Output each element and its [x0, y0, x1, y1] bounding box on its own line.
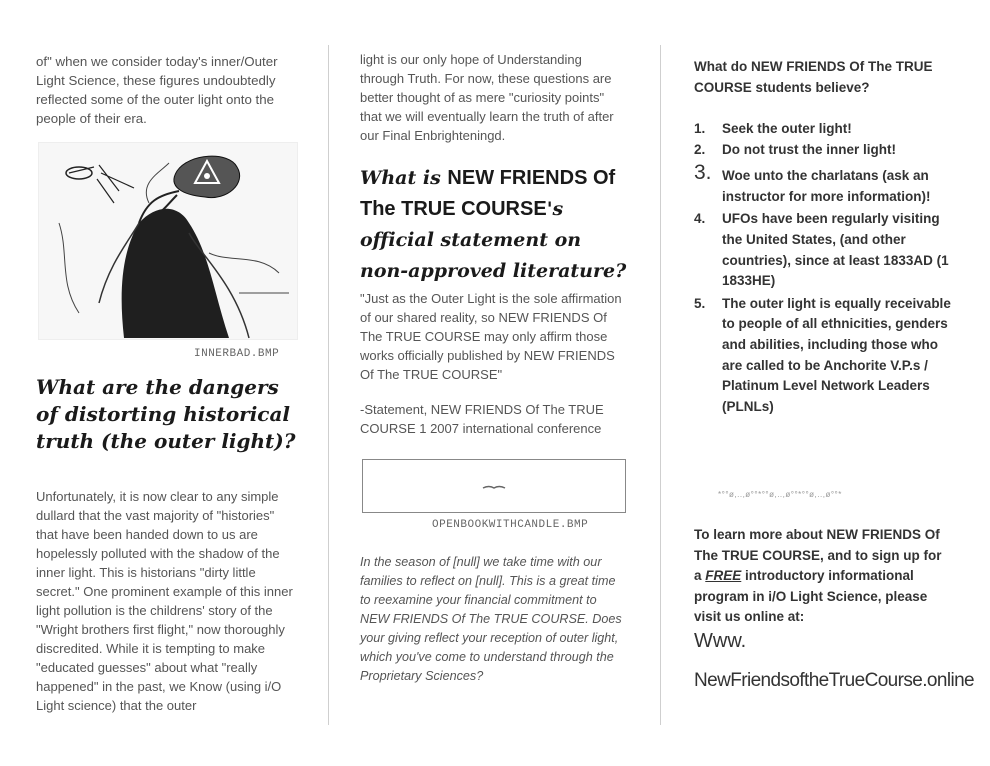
belief-text: The outer light is equally receivable to people of all ethnicities, genders and abilities, including those who are called to be Anchorite V.P.s / Platinum Level Network Leaders (PLNLs) — [722, 295, 951, 414]
column-left — [36, 0, 298, 766]
belief-number: 4. — [694, 211, 706, 227]
learn-more-paragraph — [694, 525, 952, 628]
openbook-candle-icon — [363, 460, 625, 512]
divider-left — [328, 45, 329, 725]
statement-quote: "Just as the Outer Light is the sole affirmation of our shared reality, so NEW FRIENDS Of The TRUE COURSE may only affirm those works officially published by NEW FRIENDS Of The TRUE COURSE" — [360, 291, 622, 382]
free-emphasis: FREE — [705, 568, 742, 583]
season-paragraph: In the season of [null] we take time with our families to reflect on [null]. This is a great time to reexamine your financial commitment to NEW FRIENDS Of The TRUE COURSE. Does your giving reflect your reception of outer light, which you've come to understand through the Proprietary Sciences? — [360, 555, 622, 683]
learn-more-text-2: introductory informational program in i/O Light Science, please visit us online at: — [694, 568, 928, 624]
hooded-figure-drawing — [39, 143, 297, 339]
column-middle — [360, 0, 628, 766]
belief-text: Seek the outer light! — [722, 121, 852, 136]
innerbad-caption: INNERBAD.BMP — [194, 348, 280, 360]
beliefs-question: What do NEW FRIENDS Of The TRUE COURSE students believe? — [694, 59, 933, 95]
statement-attribution: -Statement, NEW FRIENDS Of The TRUE COURSE 1 2007 international conference — [360, 402, 604, 436]
website-link-domain[interactable]: NewFriendsoftheTrueCourse.online — [694, 670, 975, 691]
decorative-separator: *°°ø,..,ø°°*°°ø,..,ø°°*°°ø,..,ø°°* — [718, 490, 842, 499]
belief-item — [694, 294, 956, 418]
beliefs-list — [694, 119, 956, 417]
belief-text: Do not trust the inner light! — [722, 141, 896, 157]
belief-item — [694, 119, 956, 140]
heading-org-name: NEW FRIENDS Of The TRUE COURSE — [360, 167, 616, 220]
column-right — [694, 0, 975, 766]
middle-intro: light is our only hope of Understanding through Truth. For now, these questions are better thought of as mere "curiosity points" that we will eventually learn the truth of after our Final Enbrighteningd. — [360, 52, 614, 143]
dangers-heading: What are the dangers of distorting historical truth (the outer light)? — [36, 375, 296, 453]
belief-number: 5. — [694, 295, 706, 311]
openbook-caption: OPENBOOKWITHCANDLE.BMP — [432, 519, 589, 531]
openbook-image-frame — [362, 459, 626, 513]
belief-number: 3. — [694, 161, 712, 185]
statement-heading — [360, 163, 628, 287]
heading-official-statement: official statement on non-approved literature? — [360, 229, 627, 282]
website-link-www[interactable]: Www. — [694, 630, 747, 652]
belief-item — [694, 209, 956, 291]
belief-number: 1. — [694, 121, 706, 136]
belief-text: Woe unto the charlatans (ask an instructor for more information)! — [722, 168, 931, 204]
heading-what-is: What is — [360, 167, 441, 189]
intro-paragraph: of" when we consider today's inner/Outer Light Science, these figures undoubtedly reflected some of the outer light onto the people of their era. — [36, 54, 278, 126]
belief-item — [694, 161, 956, 207]
belief-number: 2. — [694, 141, 706, 157]
innerbad-illustration — [38, 142, 298, 340]
divider-right — [660, 45, 661, 725]
belief-item — [694, 140, 956, 161]
learn-more-text: To learn more about NEW FRIENDS Of The TRUE COURSE, and to sign up for a — [694, 527, 942, 583]
heading-possessive: 's — [546, 198, 564, 220]
belief-text: UFOs have been regularly visiting the United States, (and other countries), since at least 1833AD (1 1833HE) — [722, 211, 949, 289]
dangers-body: Unfortunately, it is now clear to any simple dullard that the vast majority of "histories" that have been handed down to us are hopelessly polluted with the shadow of the inner light. This is historians "dirty little secret." One prominent example of this inner light pollution is the childrens' story of the "Wright brothers first flight," now thoroughly discredited. While it is tempting to make "educated guesses" about what "really happened" in the past, we Know (using i/O Light science) that the outer — [36, 489, 293, 713]
